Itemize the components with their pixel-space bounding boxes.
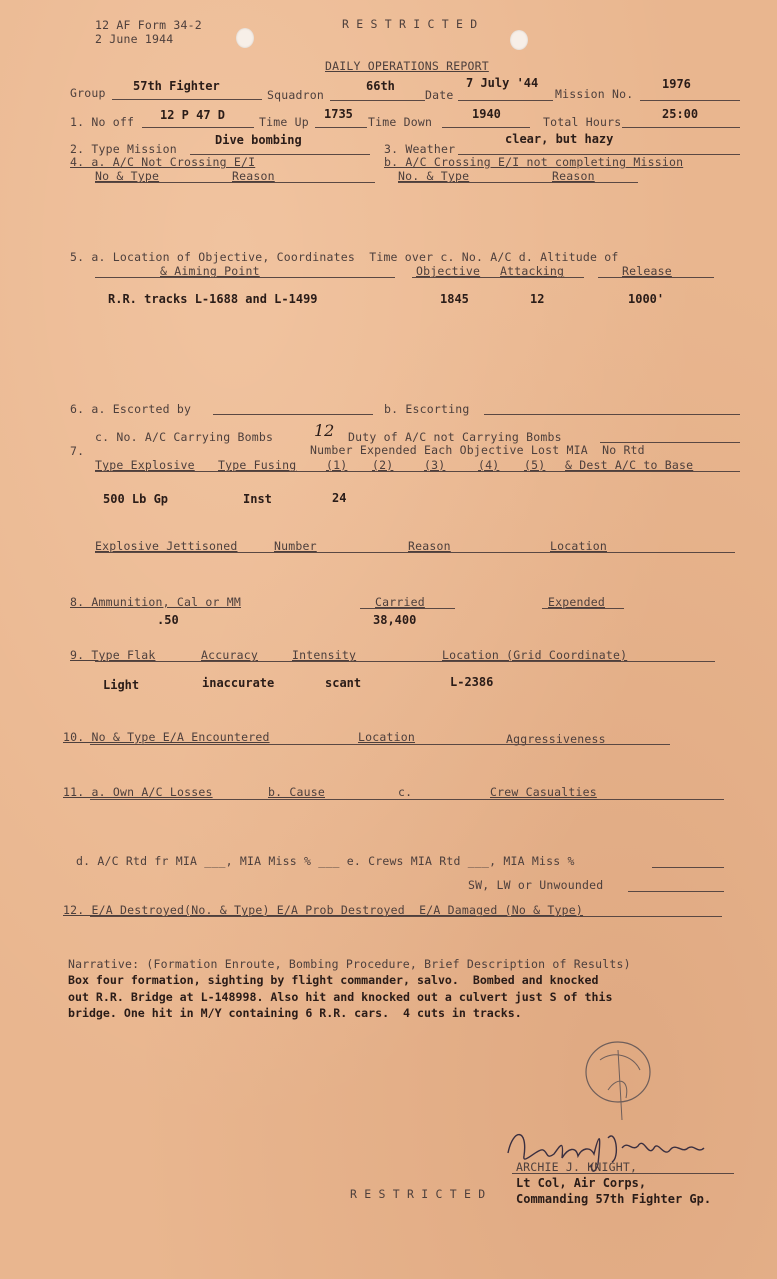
squadron-value: 66th xyxy=(366,79,395,93)
objective-location-value: R.R. tracks L-1688 and L-1499 xyxy=(108,292,318,306)
wounded-label: SW, LW or Unwounded xyxy=(468,878,604,892)
mission-label: Mission No. xyxy=(555,87,634,101)
mission-value: 1976 xyxy=(662,77,691,91)
ammunition-cal-value: .50 xyxy=(157,613,179,627)
time-down-label: Time Down xyxy=(368,115,433,129)
signer-title: Commanding 57th Fighter Gp. xyxy=(516,1192,712,1206)
col-5: (5) xyxy=(524,458,546,472)
type-explosive-label: Type Explosive xyxy=(95,458,195,472)
time-over-value: 1845 xyxy=(440,292,469,306)
objective-header: 5. a. Location of Objective, Coordinates Time over c. No. A/C d. Altitude of xyxy=(70,250,619,264)
no-off-label: 1. No off xyxy=(70,115,135,129)
release-label: Release xyxy=(622,264,672,278)
narrative-line-3: bridge. One hit in M/Y containing 6 R.R. cars. 4 cuts in tracks. xyxy=(68,1006,522,1020)
intensity-label: Intensity xyxy=(292,648,357,662)
punch-hole-right xyxy=(510,30,528,50)
flak-accuracy-value: inaccurate xyxy=(202,676,275,690)
col-4: (4) xyxy=(478,458,500,472)
jettisoned-reason-label: Reason xyxy=(408,539,451,553)
ea-destroyed-label: 12. E/A Destroyed(No. & Type) E/A Prob Destroyed E/A Damaged (No & Type) xyxy=(63,903,584,917)
own-losses-label: 11. a. Own A/C Losses xyxy=(63,785,213,799)
squadron-label: Squadron xyxy=(267,88,324,102)
objective-label: Objective xyxy=(416,264,481,278)
carried-value: 38,400 xyxy=(373,613,417,627)
punch-hole-left xyxy=(236,28,254,48)
dest-label: & Dest A/C to Base xyxy=(565,458,694,472)
col-3: (3) xyxy=(424,458,446,472)
fusing-value: Inst xyxy=(243,492,272,506)
no-type-b: No. & Type xyxy=(398,169,470,183)
form-number: 12 AF Form 34-2 xyxy=(95,18,202,32)
accuracy-label: Accuracy xyxy=(201,648,258,662)
type-mission-label: 2. Type Mission xyxy=(70,142,177,156)
total-hours-value: 25:00 xyxy=(662,107,699,121)
ea-location-label: Location xyxy=(358,730,415,744)
grid-location-label: Location (Grid Coordinate) xyxy=(442,648,628,662)
item7-header: Number Expended Each Objective Lost MIA No Rtd xyxy=(310,443,645,457)
no-ac-attacking-value: 12 xyxy=(530,292,545,306)
signer-rank: Lt Col, Air Corps, xyxy=(516,1176,647,1190)
reason-a: Reason xyxy=(232,169,275,183)
escorting-label: b. Escorting xyxy=(384,402,470,416)
time-up-value: 1735 xyxy=(324,107,353,121)
col-1: (1) xyxy=(326,458,348,472)
group-value: 57th Fighter xyxy=(133,79,220,93)
jettisoned-number-label: Number xyxy=(274,539,317,553)
ac-crossing-label: b. A/C Crossing E/I not completing Mission xyxy=(384,155,684,169)
no-off-value: 12 P 47 D xyxy=(160,108,226,122)
ea-encountered-label: 10. No & Type E/A Encountered xyxy=(63,730,270,744)
jettisoned-location-label: Location xyxy=(550,539,607,553)
ac-not-crossing-label: 4. a. A/C Not Crossing E/I xyxy=(70,155,256,169)
carrying-bombs-value: 12 xyxy=(314,421,335,440)
flak-location-value: L-2386 xyxy=(450,675,494,689)
item11-c-label: c. xyxy=(398,785,413,799)
rtd-line: d. A/C Rtd fr MIA ___, MIA Miss % ___ e. Crews MIA Rtd ___, MIA Miss % xyxy=(76,854,575,868)
report-title: DAILY OPERATIONS REPORT xyxy=(325,59,489,73)
weather-label: 3. Weather xyxy=(384,142,456,156)
classification-top: R E S T R I C T E D xyxy=(342,17,478,31)
col-2: (2) xyxy=(372,458,394,472)
group-label: Group xyxy=(70,86,106,100)
type-flak-label: 9. Type Flak xyxy=(70,648,156,662)
item7-number: 7. xyxy=(70,444,85,458)
pencil-initials-mark xyxy=(578,1030,668,1130)
reason-b: Reason xyxy=(552,169,595,183)
signer-name: ARCHIE J. KNIGHT, xyxy=(516,1160,638,1174)
no-type-a: No & Type xyxy=(95,169,160,183)
classification-bottom: R E S T R I C T E D xyxy=(350,1187,486,1201)
ammunition-label: 8. Ammunition, Cal or MM xyxy=(70,595,241,609)
jettisoned-label: Explosive Jettisoned xyxy=(95,539,238,553)
time-up-label: Time Up xyxy=(259,115,309,129)
release-altitude-value: 1000' xyxy=(628,292,665,306)
carrying-bombs-label: c. No. A/C Carrying Bombs xyxy=(95,430,274,444)
narrative-line-1: Box four formation, sighting by flight commander, salvo. Bombed and knocked xyxy=(68,973,599,987)
total-hours-label: Total Hours xyxy=(543,115,622,129)
date-label: Date xyxy=(425,88,454,102)
form-date: 2 June 1944 xyxy=(95,32,174,46)
flak-type-value: Light xyxy=(103,678,140,692)
flak-intensity-value: scant xyxy=(325,676,362,690)
expended-label: Expended xyxy=(548,595,605,609)
narrative-label: Narrative: (Formation Enroute, Bombing Procedure, Brief Description of Results) xyxy=(68,957,631,971)
narrative-line-2: out R.R. Bridge at L-148998. Also hit and knocked out a culvert just S of this xyxy=(68,990,613,1004)
cause-label: b. Cause xyxy=(268,785,325,799)
weather-value: clear, but hazy xyxy=(505,132,614,146)
date-value: 7 July '44 xyxy=(466,76,539,90)
crew-casualties-label: Crew Casualties xyxy=(490,785,597,799)
explosive-value: 500 Lb Gp xyxy=(103,492,169,506)
aiming-point-label: & Aiming Point xyxy=(160,264,260,278)
expended-value: 24 xyxy=(332,491,347,505)
attacking-label: Attacking xyxy=(500,264,565,278)
carried-label: Carried xyxy=(375,595,425,609)
time-down-value: 1940 xyxy=(472,107,501,121)
duty-label: Duty of A/C not Carrying Bombs xyxy=(348,430,562,444)
escorted-by-label: 6. a. Escorted by xyxy=(70,402,192,416)
type-fusing-label: Type Fusing xyxy=(218,458,297,472)
type-mission-value: Dive bombing xyxy=(215,133,302,147)
aggressiveness-label: Aggressiveness xyxy=(506,732,606,746)
